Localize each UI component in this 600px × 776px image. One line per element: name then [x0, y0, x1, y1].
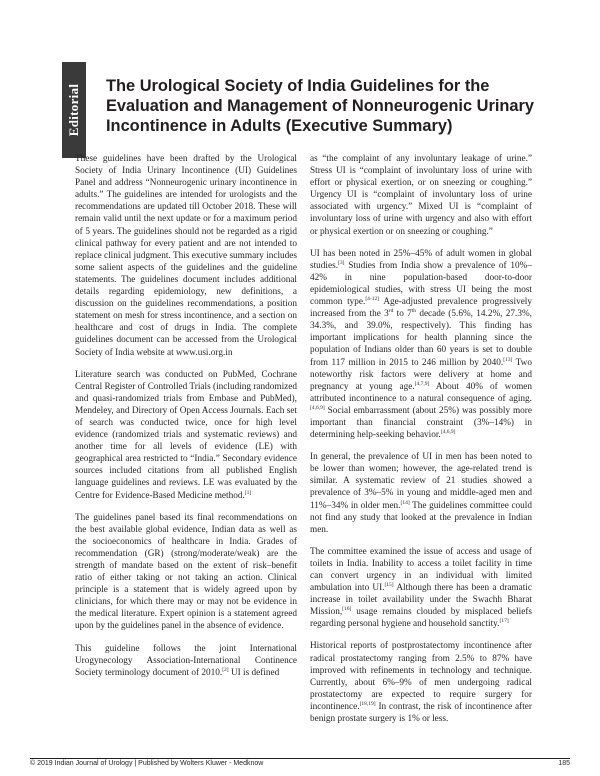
citation-superscript: [13]	[503, 356, 513, 363]
body-paragraph	[310, 248, 532, 442]
paragraph-text: UI is defined	[228, 667, 280, 678]
citation-superscript: [18,19]	[359, 700, 376, 707]
citation-superscript: [4,6,9]	[440, 429, 456, 436]
citation-superscript: [15]	[384, 582, 394, 589]
paragraph-text: In general, the prevalence of UI in men has been noted to be lower than women; however, the age-related trend is similar. A systematic review of 21 studies showed a prevalence of 3%–5% in young and middle-aged men and 11%–34% in older men.	[310, 452, 532, 511]
citation-superscript: rd	[388, 308, 394, 315]
paragraph-text: This guideline follows the joint International Urogynecology Association-International Continence Society terminology document of 2010.	[75, 643, 297, 678]
paragraph-text: The committee examined the issue of access and usage of toilets in India. Inability to access a toilet facility in time can convert urgency in an individual with limited ambulation into UI.	[310, 546, 532, 594]
paragraph-text: to 7	[393, 309, 412, 320]
paragraph-text: The guidelines committee could not find any study that looked at the prevalence in Indian men.	[310, 500, 532, 535]
paragraph-text: Social embarrassment (about 25%) was possibly more important than financial constraint (3%–14%) in determining help-seeking behavior.	[310, 405, 532, 441]
body-paragraph	[310, 546, 532, 631]
right-column	[310, 153, 532, 735]
citation-superscript: [17]	[499, 618, 509, 625]
section-tag: Editorial	[66, 83, 81, 137]
paragraph-text: decade (5.6%, 14.2%, 27.3%, 34.3%, and 39.0%, respectively). This finding has important implications for health planning since the population of Indians older than 60 years is set to double from 117 million in 2015 to 246 million by 2040.	[310, 309, 532, 368]
left-column	[75, 153, 297, 689]
paragraph-text: Literature search was conducted on PubMed, Cochrane Central Register of Controlled Trials (including randomized and quasi-randomized trials from Embase and PubMed), Mendeley, and Directory of Open Access Journals. Each set of search was conducted twice, once for high level evidence (randomized trials and systematic reviews) and another time for all levels of evidence (LE) with geographical area restricted to “India.” Secondary evidence sources included citations from all published English language guidelines and reviews. LE was evaluated by the Centre for Evidence-Based Medicine method.	[75, 369, 297, 501]
citation-superscript: th	[411, 308, 417, 315]
body-paragraph	[310, 451, 532, 536]
citation-superscript: [4,7,9]	[414, 380, 430, 387]
paragraph-text: Age-adjusted prevalence progressively increased from the 3	[310, 297, 532, 320]
paragraph-text: About 40% of women attributed incontinence to a natural consequence of aging.	[310, 381, 532, 404]
footer-copyright: © 2019 Indian Journal of Urology | Published by Wolters Kluwer - Medknow	[30, 760, 264, 767]
paragraph-text: Although there has been a dramatic increase in toilet availability under the Swachh Bharat Mission,	[310, 583, 532, 618]
article-title: The Urological Society of India Guidelines for the Evaluation and Management of Nonneurogenic Urinary Incontinence in Adults (Executive Summary)	[106, 77, 535, 135]
citation-superscript: [4,6,9]	[310, 404, 325, 411]
paragraph-text: In contrast, the risk of incontinence after benign prostate surgery is 1% or less.	[310, 701, 532, 725]
paragraph-text: usage remains clouded by misplaced beliefs regarding personal hygiene and household sanctity.	[310, 607, 532, 630]
paragraph-text: Two noteworthy risk factors were delivery at home and pregnancy at young age.	[310, 357, 532, 392]
citation-superscript: [16]	[342, 606, 352, 613]
body-paragraph	[75, 643, 297, 679]
citation-superscript: [1]	[244, 489, 252, 496]
page-number: 185	[558, 760, 570, 767]
paragraph-text: UI has been noted in 25%–45% of adult women in global studies.	[310, 248, 532, 271]
body-paragraph	[75, 512, 297, 633]
body-paragraph	[75, 153, 297, 359]
footer-rule	[30, 758, 570, 759]
citation-superscript: [4-12]	[365, 296, 380, 303]
citation-superscript: [2]	[222, 666, 229, 673]
paragraph-text: as “the complaint of any involuntary leakage of urine.” Stress UI is “complaint of involuntary loss of urine with effort or physical exertion, or on sneezing or coughing.” Urgency UI is “complaint of involuntary loss of urine associated with urgency.” Mixed UI is “complaint of involuntary loss of urine with urgency and also with effort or physical exertion or on sneezing or coughing.”	[310, 154, 532, 237]
body-paragraph	[310, 640, 532, 725]
citation-superscript: [14]	[400, 499, 410, 506]
paragraph-text: The guidelines panel based its final recommendations on the best available global evidence, Indian data as well as the socioeconomics of healthcare in India. Grades of recommendation (GR) (strong/moderate/weak) are the strength of mandate based on the extent of risk–benefit ratio of either taking or not taking an action. Clinical principle is a statement that is widely agreed upon by clinicians, for which there may or may not be evidence in the medical literature. Expert opinion is a statement agreed upon by the guidelines panel in the absence of evidence.	[75, 512, 297, 632]
body-paragraph	[75, 369, 297, 502]
citation-superscript: [3]	[338, 259, 345, 266]
paragraph-text: These guidelines have been drafted by the Urological Society of India Urinary Incontinence (UI) Guidelines Panel and address “Nonneurogenic urinary incontinence in adults.” The guidelines are intended for urologists and the recommendations are updated till October 2018. These will remain valid until the next update or for a maximum period of 5 years. The guidelines should not be regarded as a rigid clinical pathway for every patient and are not intended to replace clinical judgment. This executive summary includes some salient aspects of the guidelines and the guideline statements. The guidelines document includes additional details regarding epidemiology, new definitions, a discussion on the guidelines recommendations, a position statement on mesh for stress incontinence, and a section on healthcare and cost of drugs in India. The complete guidelines document can be accessed from the Urological Society of India website at www.usi.org.in	[75, 154, 298, 358]
paragraph-text: Historical reports of postprostatectomy incontinence after radical prostatectomy ranging from 2.5% to 87% have improved with refinements in technology and technique. Currently, about 6%–9% of men undergoing radical prostatectomy are expected to require surgery for incontinence.	[310, 641, 532, 712]
paragraph-text: Studies from India show a prevalence of 10%–42% in nine population-based door-to-door epidemiological studies, with stress UI being the most common type.	[310, 260, 532, 308]
body-paragraph	[310, 153, 532, 238]
